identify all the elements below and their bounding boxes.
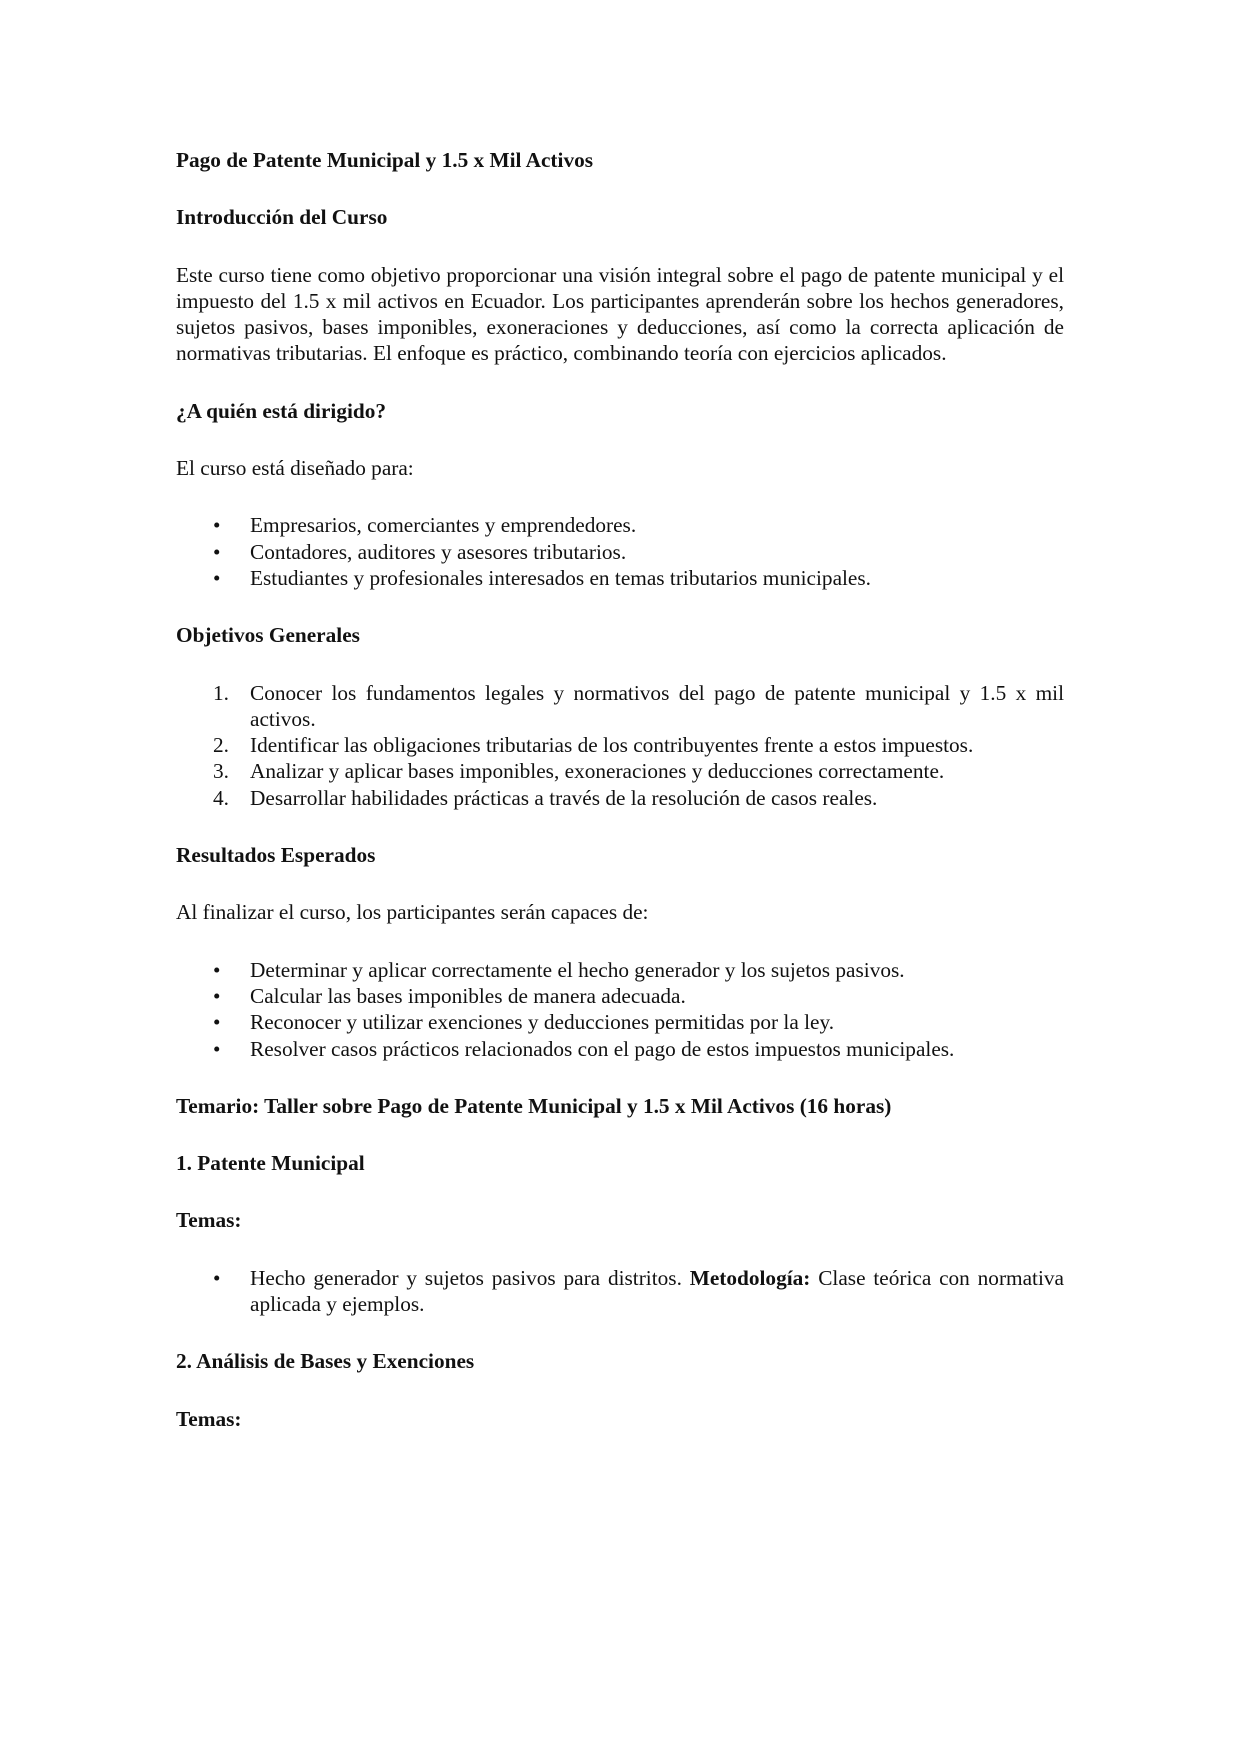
objectives-heading: Objetivos Generales <box>176 623 360 648</box>
intro-paragraph: Este curso tiene como objetivo proporcionar una visión integral sobre el pago de patente municipal y el impuesto del 1.5 x mil activos en Ecuador. Los participantes aprenderán sobre los hechos generadores, sujetos pasivos, bases imponibles, exoneraciones y deducciones, así como la correcta aplicación de normativas tributarias. El enfoque es práctico, combinando teoría con ejercicios aplicados. <box>176 262 1064 366</box>
list-number: 3. <box>213 759 229 784</box>
objectives-list <box>176 680 1064 811</box>
list-item: • Contadores, auditores y asesores tributarios. <box>176 539 1064 565</box>
results-list <box>176 957 1064 1062</box>
bullet-icon <box>213 1009 220 1035</box>
methodology-label: Metodología: <box>689 1265 811 1290</box>
list-item: • Resolver casos prácticos relacionados con el pago de estos impuestos municipales. <box>176 1036 1064 1062</box>
bullet-icon <box>213 957 220 983</box>
list-number: 1. <box>213 680 229 705</box>
bullet-icon <box>213 983 220 1009</box>
list-item: • Hecho generador y sujetos pasivos para distritos. Metodología: Clase teórica con normativa aplicada y ejemplos. <box>176 1265 1064 1318</box>
list-item: 3. Analizar y aplicar bases imponibles, exoneraciones y deducciones correctamente. <box>213 759 945 784</box>
list-number: 4. <box>213 785 229 810</box>
module-2-topics-label: Temas: <box>176 1406 242 1431</box>
list-item: • Reconocer y utilizar exenciones y deducciones permitidas por la ley. <box>176 1009 1064 1035</box>
bullet-icon <box>213 539 220 565</box>
audience-heading: ¿A quién está dirigido? <box>176 398 387 423</box>
module-1-topics-label: Temas: <box>176 1208 242 1233</box>
bullet-icon <box>213 1036 220 1062</box>
bullet-icon <box>213 1265 220 1291</box>
list-item: • Calcular las bases imponibles de manera adecuada. <box>176 983 1064 1009</box>
bullet-icon <box>213 512 220 538</box>
module-1-topics-list <box>176 1265 1064 1318</box>
list-item: • Determinar y aplicar correctamente el hecho generador y los sujetos pasivos. <box>176 957 1064 983</box>
results-lead: Al finalizar el curso, los participantes serán capaces de: <box>176 900 649 925</box>
results-heading: Resultados Esperados <box>176 843 376 868</box>
list-item: 2. Identificar las obligaciones tributarias de los contribuyentes frente a estos impuestos. <box>213 733 974 758</box>
syllabus-heading: Temario: Taller sobre Pago de Patente Municipal y 1.5 x Mil Activos (16 horas) <box>176 1093 892 1118</box>
document-page <box>176 147 1064 1432</box>
intro-heading: Introducción del Curso <box>176 205 388 230</box>
list-item: • Estudiantes y profesionales interesados en temas tributarios municipales. <box>176 565 1064 591</box>
list-item: 4. Desarrollar habilidades prácticas a través de la resolución de casos reales. <box>213 785 878 810</box>
list-item: 1. Conocer los fundamentos legales y normativos del pago de patente municipal y 1.5 x mil activos. <box>213 680 1064 731</box>
audience-lead: El curso está diseñado para: <box>176 456 414 481</box>
document-title: Pago de Patente Municipal y 1.5 x Mil Activos <box>176 148 594 172</box>
module-1-title: 1. Patente Municipal <box>176 1151 365 1176</box>
list-number: 2. <box>213 733 229 758</box>
audience-list <box>176 512 1064 591</box>
list-item: • Empresarios, comerciantes y emprendedores. <box>176 512 1064 538</box>
bullet-icon <box>213 565 220 591</box>
module-2-title: 2. Análisis de Bases y Exenciones <box>176 1349 475 1374</box>
